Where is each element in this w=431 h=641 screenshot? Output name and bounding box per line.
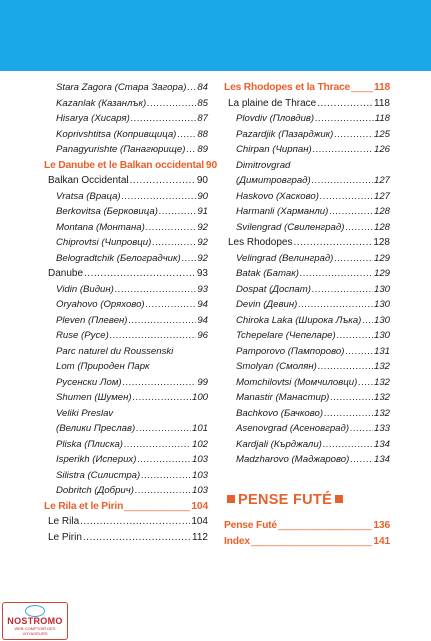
- toc-entry[interactable]: [224, 111, 390, 127]
- toc-entry-title: Pleven (Плевен): [56, 314, 128, 326]
- square-bullet-icon: [335, 495, 343, 503]
- toc-page-number: 132: [373, 361, 390, 372]
- dot-leader: [320, 189, 373, 205]
- toc-page-number: 130: [373, 299, 390, 310]
- toc-page-number: 90: [197, 190, 208, 202]
- toc-page-number: 141: [373, 535, 390, 547]
- toc-entry-title: Index: [224, 535, 250, 547]
- toc-entry[interactable]: [44, 390, 208, 406]
- toc-entry[interactable]: [44, 96, 208, 112]
- toc-entry-title: Smolyan (Смолян): [236, 361, 317, 372]
- toc-page-number: 118: [373, 82, 390, 93]
- toc-page-number: 101: [191, 423, 208, 434]
- dot-leader: [313, 142, 373, 158]
- toc-entry-title: Madzharovo (Маджарово): [236, 454, 350, 465]
- toc-entry-title: (Димитровград): [236, 175, 311, 186]
- dot-leader: [122, 189, 197, 205]
- toc-entry[interactable]: [224, 344, 390, 360]
- dot-leader: [324, 406, 373, 422]
- logo-name: NOSTROMO: [7, 616, 63, 626]
- dot-leader: [318, 359, 373, 375]
- toc-entry-title: Oryahovo (Оряхово): [56, 299, 145, 310]
- toc-entry-title: Stara Zagora (Стара Загора): [56, 82, 187, 93]
- dot-leader: [129, 313, 197, 329]
- toc-entry-title: (Велики Преслав): [56, 423, 136, 434]
- dot-leader: [187, 80, 196, 96]
- toc-right-column: [224, 80, 390, 468]
- toc-entry[interactable]: [44, 111, 208, 127]
- dot-leader: [133, 390, 191, 406]
- toc-page-number: 132: [373, 376, 390, 388]
- toc-section-entry[interactable]: [224, 518, 390, 534]
- toc-page-number: 85: [197, 97, 208, 109]
- dot-leader: [159, 204, 196, 220]
- pense-fute-heading: [224, 492, 346, 508]
- toc-page-number: 131: [373, 345, 390, 357]
- toc-left-column: [44, 80, 217, 545]
- toc-entry[interactable]: [44, 266, 208, 282]
- toc-page-number: 103: [191, 485, 208, 496]
- toc-entry-title: Chirpan (Чирпан): [236, 144, 312, 155]
- toc-entry-title: Batak (Батак): [236, 268, 299, 279]
- toc-page-number: 99: [197, 376, 208, 388]
- toc-entry-title: Silistra (Силистра): [56, 469, 141, 481]
- dot-leader: [330, 390, 373, 406]
- toc-page-number: 92: [197, 252, 208, 264]
- toc-page-number: 134: [373, 438, 390, 450]
- toc-entry[interactable]: [224, 406, 390, 422]
- toc-entry[interactable]: [44, 468, 208, 484]
- dot-leader: [146, 220, 196, 236]
- toc-entry-title: Haskovo (Хасково): [236, 190, 319, 202]
- toc-page-number: 103: [191, 469, 208, 481]
- toc-entry-title: Le Rila et le Pirin: [44, 500, 124, 512]
- toc-page-number: 127: [373, 190, 390, 202]
- toc-page-number: 130: [373, 314, 390, 326]
- toc-entry[interactable]: [224, 189, 390, 205]
- toc-page-number: 96: [197, 330, 208, 341]
- toc-section-entry[interactable]: [224, 534, 390, 550]
- toc-entry[interactable]: [44, 313, 208, 329]
- dot-leader: [124, 437, 191, 453]
- dot-leader: [334, 251, 373, 267]
- nostromo-logo: [2, 602, 68, 640]
- toc-entry[interactable]: [224, 266, 390, 282]
- toc-page-number: 134: [373, 454, 390, 465]
- toc-entry-title: Pense Futé: [224, 520, 277, 531]
- toc-entry-title: Les Rhodopes et la Thrace: [224, 82, 351, 93]
- toc-section-entry[interactable]: [44, 158, 217, 174]
- dot-leader: [83, 530, 191, 546]
- toc-entry[interactable]: [224, 359, 390, 375]
- toc-page-number: 128: [373, 221, 390, 233]
- toc-entry[interactable]: [224, 297, 390, 313]
- toc-entry[interactable]: [44, 220, 208, 236]
- toc-entry-title: Plovdiv (Пловдив): [236, 113, 315, 124]
- toc-page-number: 136: [373, 520, 390, 531]
- dot-leader: [123, 375, 197, 391]
- toc-entry[interactable]: [44, 282, 208, 298]
- dot-leader: [351, 80, 373, 96]
- dot-leader: [152, 235, 196, 251]
- toc-page-number: 129: [373, 252, 390, 264]
- toc-entry-title: Kardjali (Кърджали): [236, 438, 322, 450]
- toc-page-number: 89: [197, 144, 208, 155]
- dot-leader: [345, 220, 373, 236]
- toc-entry[interactable]: [44, 173, 208, 189]
- toc-entry[interactable]: [224, 142, 390, 158]
- toc-entry-title: Svilengrad (Свиленград): [236, 221, 345, 233]
- toc-entry-title: Parc naturel du Roussenski: [56, 345, 174, 357]
- toc-entry[interactable]: [224, 251, 390, 267]
- dot-leader: [298, 297, 373, 313]
- toc-entry[interactable]: [224, 437, 390, 453]
- toc-entry-title: Dobritch (Добрич): [56, 485, 134, 496]
- toc-entry-title: Panagyurishte (Панагюрище): [56, 144, 186, 155]
- toc-entry-title: Isperikh (Исперих): [56, 454, 137, 465]
- toc-page-number: 90: [205, 159, 217, 171]
- dot-leader: [186, 142, 196, 158]
- toc-entry-title: Pazardjik (Пазарджик): [236, 128, 334, 140]
- toc-page-number: 132: [373, 407, 390, 419]
- toc-page-number: 104: [191, 516, 208, 527]
- toc-entry[interactable]: [44, 359, 208, 375]
- toc-section-entry[interactable]: [224, 80, 390, 96]
- toc-entry[interactable]: [44, 514, 208, 530]
- dot-leader: [80, 514, 190, 530]
- toc-page-number: 92: [197, 221, 208, 233]
- toc-entry[interactable]: [44, 80, 208, 96]
- dot-leader: [294, 235, 373, 251]
- toc-entry-title: Vratsa (Враца): [56, 190, 121, 202]
- toc-page-number: 104: [191, 500, 208, 512]
- toc-entry[interactable]: [224, 375, 390, 391]
- square-bullet-icon: [227, 495, 235, 503]
- toc-entry-title: La plaine de Thrace: [228, 97, 317, 109]
- dot-leader: [137, 452, 191, 468]
- toc-entry[interactable]: [44, 328, 208, 344]
- dot-leader: [251, 534, 373, 550]
- toc-entry[interactable]: [224, 173, 390, 189]
- toc-entry[interactable]: [224, 452, 390, 468]
- toc-page-number: 91: [197, 206, 208, 217]
- toc-entry-title: Danube: [48, 268, 84, 279]
- toc-entry-title: Kazanlak (Казанлък): [56, 97, 147, 109]
- toc-page-number: 132: [373, 392, 390, 403]
- toc-page-number: 92: [197, 237, 208, 248]
- dot-leader: [358, 375, 373, 391]
- toc-entry-title: Devin (Девин): [236, 299, 298, 310]
- dot-leader: [136, 421, 191, 437]
- dot-leader: [84, 266, 196, 282]
- dot-leader: [110, 328, 197, 344]
- toc-entry-title: Dospat (Доспат): [236, 283, 311, 295]
- toc-entry-title: Le Pirin: [48, 531, 82, 543]
- dot-leader: [350, 421, 373, 437]
- toc-entry[interactable]: [44, 530, 208, 546]
- toc-page-number: 125: [373, 128, 390, 140]
- toc-entry-title: Le Danube et le Balkan occidental: [44, 159, 204, 171]
- toc-entry-title: Chiroka Laka (Широка Лъка): [236, 314, 362, 326]
- toc-entry-title: Les Rhodopes: [228, 237, 293, 248]
- toc-page-number: 126: [373, 144, 390, 155]
- dot-leader: [315, 111, 374, 127]
- toc-entry[interactable]: [44, 437, 208, 453]
- toc-entry-title: Hisarya (Хисаря): [56, 113, 130, 124]
- toc-entry[interactable]: [224, 390, 390, 406]
- toc-page-number: 87: [197, 113, 208, 124]
- toc-pense-fute: [224, 518, 390, 549]
- dot-leader: [312, 282, 373, 298]
- toc-entry-title: Veliki Preslav: [56, 407, 114, 419]
- toc-entry[interactable]: [44, 127, 208, 143]
- toc-entry-title: Le Rila: [48, 516, 80, 527]
- toc-page-number: 93: [197, 283, 208, 295]
- toc-entry-title: Pamporovo (Пампорово): [236, 345, 345, 357]
- dot-leader: [124, 499, 190, 515]
- toc-entry-title: Belogradtchik (Белоградчик): [56, 252, 181, 264]
- toc-page-number: 127: [373, 175, 390, 186]
- toc-entry-title: Dimitrovgrad: [236, 159, 291, 171]
- toc-entry[interactable]: [224, 313, 390, 329]
- toc-page-number: 94: [197, 299, 208, 310]
- toc-entry[interactable]: [44, 483, 208, 499]
- dot-leader: [147, 96, 196, 112]
- logo-tagline: WEB COMPTOIR DES VOYAGEURS: [14, 626, 56, 636]
- dot-leader: [362, 313, 373, 329]
- toc-page-number: 94: [197, 314, 208, 326]
- toc-page-number: 133: [373, 423, 390, 434]
- dot-leader: [177, 127, 196, 143]
- toc-page-number: 90: [196, 175, 208, 186]
- dot-leader: [329, 204, 373, 220]
- toc-entry[interactable]: [224, 220, 390, 236]
- toc-entry[interactable]: [44, 375, 208, 391]
- toc-entry[interactable]: [44, 189, 208, 205]
- dot-leader: [131, 111, 197, 127]
- toc-page-number: 112: [192, 531, 208, 543]
- top-color-band: [0, 0, 431, 71]
- toc-entry-title: Bachkovo (Бачково): [236, 407, 324, 419]
- dot-leader: [141, 468, 191, 484]
- logo-arc-icon: [25, 605, 45, 617]
- toc-entry-title: Pliska (Плиска): [56, 438, 124, 450]
- toc-entry[interactable]: [224, 96, 390, 112]
- toc-entry-title: Vidin (Видин): [56, 283, 114, 295]
- toc-page-number: 118: [374, 113, 390, 124]
- toc-entry[interactable]: [44, 204, 208, 220]
- toc-entry-title: Balkan Occidental: [48, 175, 129, 186]
- toc-page-number: 129: [373, 268, 390, 279]
- toc-page-number: 88: [197, 128, 208, 140]
- toc-entry[interactable]: [44, 344, 208, 360]
- toc-entry[interactable]: [224, 421, 390, 437]
- toc-entry-title: Velingrad (Велинград): [236, 252, 334, 264]
- pense-fute-title: PENSE FUTÉ: [238, 492, 333, 508]
- dot-leader: [334, 127, 373, 143]
- toc-page-number: 130: [373, 283, 390, 295]
- dot-leader: [130, 173, 196, 189]
- toc-entry-title: Chiprovtsi (Чипровци): [56, 237, 152, 248]
- toc-entry[interactable]: [224, 328, 390, 344]
- toc-entry-title: Lom (Природен Парк: [56, 361, 150, 372]
- toc-entry-title: Русенски Лом): [56, 376, 122, 388]
- toc-entry[interactable]: [44, 421, 208, 437]
- toc-entry-title: Montana (Монтана): [56, 221, 145, 233]
- toc-entry-title: Harmanli (Харманли): [236, 206, 329, 217]
- dot-leader: [312, 173, 373, 189]
- toc-entry[interactable]: [224, 158, 390, 174]
- toc-entry[interactable]: [44, 142, 208, 158]
- dot-leader: [135, 483, 191, 499]
- toc-section-entry[interactable]: [44, 499, 208, 515]
- dot-leader: [278, 518, 372, 534]
- toc-entry-title: Berkovitsa (Берковица): [56, 206, 158, 217]
- dot-leader: [146, 297, 197, 313]
- toc-entry-title: Ruse (Русе): [56, 330, 109, 341]
- toc-entry-title: Tchepelare (Чепеларе): [236, 330, 336, 341]
- toc-page-number: 128: [373, 206, 390, 217]
- toc-entry[interactable]: [224, 204, 390, 220]
- toc-entry[interactable]: [224, 127, 390, 143]
- toc-entry[interactable]: [224, 235, 390, 251]
- toc-entry[interactable]: [44, 452, 208, 468]
- dot-leader: [182, 251, 197, 267]
- dot-leader: [337, 328, 373, 344]
- toc-entry[interactable]: [44, 251, 208, 267]
- toc-entry-title: Koprivshtitsa (Копривщица): [56, 128, 177, 140]
- toc-entry[interactable]: [44, 297, 208, 313]
- toc-page-number: 128: [373, 237, 390, 248]
- toc-page-number: 130: [373, 330, 390, 341]
- toc-entry[interactable]: [44, 235, 208, 251]
- toc-page-number: 102: [191, 438, 208, 450]
- dot-leader: [300, 266, 373, 282]
- toc-entry[interactable]: [224, 282, 390, 298]
- dot-leader: [345, 344, 373, 360]
- toc-page-number: 93: [196, 268, 208, 279]
- toc-entry-title: Momchilovtsi (Момчиловци): [236, 376, 358, 388]
- toc-page-number: 103: [191, 454, 208, 465]
- dot-leader: [350, 452, 373, 468]
- dot-leader: [115, 282, 196, 298]
- toc-page-number: 100: [191, 392, 208, 403]
- toc-entry-title: Asenovgrad (Асеновград): [236, 423, 350, 434]
- toc-page-number: 118: [374, 97, 390, 109]
- toc-entry-title: Shumen (Шумен): [56, 392, 132, 403]
- toc-entry[interactable]: [44, 406, 208, 422]
- dot-leader: [317, 96, 373, 112]
- toc-page-number: 84: [197, 82, 208, 93]
- dot-leader: [323, 437, 373, 453]
- toc-entry-title: Manastir (Манастир): [236, 392, 330, 403]
